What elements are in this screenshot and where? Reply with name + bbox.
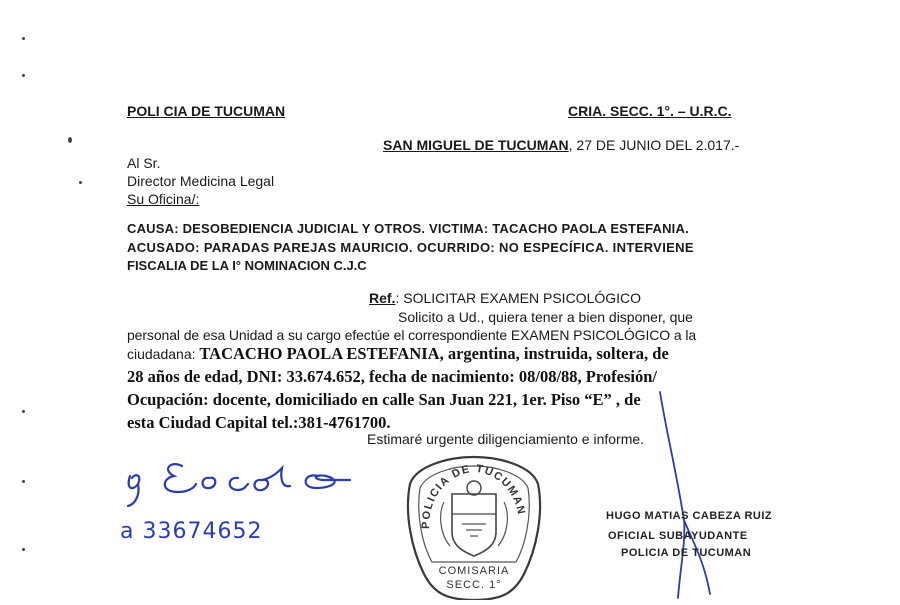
body-line: Ocupación: docente, domiciliado en calle San Juan 221, 1er. Piso “E” , de [127,390,641,409]
stamp-seal [404,454,544,600]
causa-line: ACUSADO: PARADAS PAREJAS MAURICIO. OCURRIDO: NO ESPECÍFICA. INTERVIENE [127,240,694,255]
recipient-line: Al Sr. [127,155,161,171]
causa-line: CAUSA: DESOBEDIENCIA JUDICIAL Y OTROS. VICTIMA: TACACHO PAOLA ESTEFANIA. [127,221,689,236]
body-line: Solicito a Ud., quiera tener a bien disponer, que [398,309,693,325]
margin-mark [22,548,25,551]
recipient-line: Director Medicina Legal [127,173,275,189]
closing-line: Estimaré urgente diligenciamiento e informe. [367,431,645,447]
body-line [127,344,669,364]
unit-heading: CRIA. SECC. 1°. – U.R.C. [568,103,732,119]
reference-text: : SOLICITAR EXAMEN PSICOLÓGICO [395,290,642,306]
date-text: , 27 DE JUNIO DEL 2.017.- [568,137,740,153]
stamp-bottom-text: COMISARIA [438,565,510,577]
margin-mark [22,37,25,40]
body-line: 28 años de edad, DNI: 33.674.652, fecha de nacimiento: 08/08/88, Profesión/ [127,367,657,386]
margin-mark [79,181,82,184]
reference-label: Ref. [369,290,396,306]
causa-line: FISCALIA DE LA I° NOMINACION C.J.C [127,258,367,273]
margin-mark [22,410,25,413]
signatory-org: POLICIA DE TUCUMAN [621,547,752,559]
recipient-line: Su Oficina/: [127,191,200,207]
stamp-bottom-text: SECC. 1° [446,579,502,591]
pen-stroke [640,390,730,600]
signature-drawing [122,448,362,508]
body-line: personal de esa Unidad a su cargo efectúe el correspondiente EXAMEN PSICOLÓGICO a la [127,327,697,343]
handwritten-signature [122,448,362,512]
police-stamp [404,454,544,600]
handwritten-number: a 33674652 [120,519,263,544]
date-line [383,137,739,153]
org-heading: POLI CIA DE TUCUMAN [127,103,286,119]
stamp-arc-text: POLICIA DE TUCUMAN [420,462,528,529]
body-line: esta Ciudad Capital tel.:381-4761700. [127,413,391,432]
signatory-name: HUGO MATIAS CABEZA RUIZ [606,510,773,522]
reference-line [369,290,641,306]
citizen-data: TACACHO PAOLA ESTEFANIA, argentina, instruida, soltera, de [199,344,669,363]
margin-mark [22,480,25,483]
margin-mark [22,74,25,77]
place-name: SAN MIGUEL DE TUCUMAN [383,137,569,153]
signatory-rank: OFICIAL SUBAYUDANTE [608,530,748,542]
body-prefix: ciudadana: [127,346,200,362]
margin-mark [68,137,72,143]
